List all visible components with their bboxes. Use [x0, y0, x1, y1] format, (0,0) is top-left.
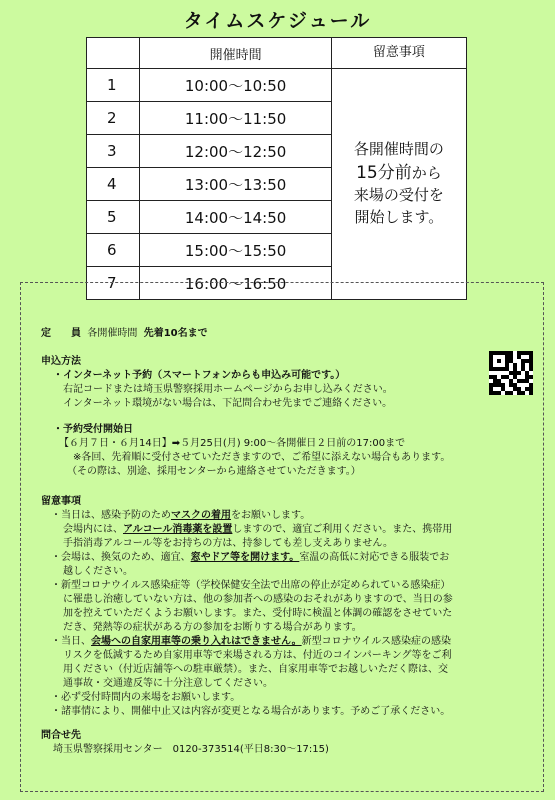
notes-text: ・諸事情により、開催中止又は内容が変更となる場合があります。予めご了承ください。	[51, 706, 451, 717]
header-notes: 留意事項	[331, 38, 466, 69]
info-box	[20, 282, 544, 792]
row-number: 4	[87, 168, 140, 201]
contact-text: 埼玉県警察採用センター 0120-373514(平日8:30〜17:15)	[53, 744, 329, 755]
notes-text: 手指消毒アルコール等をお持ちの方は、持参しても差し支えありません。	[63, 538, 393, 549]
notes-text: 新型コロナウイルス感染症の感染	[301, 636, 452, 647]
notes-text: ・当日は、感染予防のため	[51, 510, 171, 521]
header-time: 開催時間	[140, 38, 331, 69]
notes-text: に罹患し治癒していない方は、他の参加者への感染のおそれがありますので、当日の参	[63, 594, 453, 605]
apply-internet: ・インターネット予約（スマートフォンからも申込み可能です。）	[53, 370, 346, 381]
notes-text: 越しください。	[63, 566, 133, 577]
contact-heading: 問合せ先	[41, 730, 81, 741]
row-number: 3	[87, 135, 140, 168]
notes-emphasis: アルコール消毒薬を設置	[123, 524, 233, 535]
apply-start-line: 【６月７日・６月14日】➡５月25日(月) 9:00〜各開催日２日前の17:00まで	[59, 438, 406, 449]
notes-text: ・当日、	[51, 636, 91, 647]
row-number: 5	[87, 201, 140, 234]
notes-text: 会場内には、	[63, 524, 123, 535]
notes-paragraph	[41, 523, 536, 537]
notes-paragraph	[41, 635, 536, 649]
table-header-row	[87, 38, 467, 69]
schedule-note	[331, 69, 466, 300]
row-time: 11:00〜11:50	[140, 102, 331, 135]
notes-emphasis: マスクの着用	[171, 510, 231, 521]
capacity-label: 定 員	[41, 328, 81, 339]
notes-emphasis: 窓やドア等を開けます。	[190, 552, 300, 563]
apply-heading: 申込方法	[41, 356, 81, 367]
note-line-1: 各開催時間の	[353, 140, 444, 159]
notes-text: ・必ず受付時間内の来場をお願いします。	[51, 692, 241, 703]
capacity-limit: 先着10名まで	[143, 328, 208, 339]
row-time: 16:00〜16:50	[140, 267, 331, 300]
notes-paragraph	[41, 551, 536, 565]
notes-text: 加を控えていただくようお願いします。また、受付時に検温と体調の確認をさせていた	[63, 608, 453, 619]
note-highlight: 15分前	[356, 162, 412, 183]
row-time: 14:00〜14:50	[140, 201, 331, 234]
notes-heading: 留意事項	[41, 496, 81, 507]
notes-text: 用ください（付近店舗等への駐車厳禁）。また、自家用車等でお越しいただく際は、交	[63, 664, 448, 675]
table-row	[87, 69, 467, 102]
qr-code-icon[interactable]	[489, 351, 533, 395]
notes-text: リスクを低減するため自家用車等で来場される方は、付近のコインパーキング等をご利	[63, 650, 452, 661]
notes-text: ・会場は、換気のため、適宜、	[51, 552, 191, 563]
contact-section	[41, 729, 329, 757]
row-time: 10:00〜10:50	[140, 69, 331, 102]
apply-line-1: 右記コードまたは埼玉県警察採用ホームページからお申し込みください。	[63, 384, 393, 395]
apply-line-2: インターネット環境がない場合は、下記問合わせ先までご連絡ください。	[63, 398, 393, 409]
note-line-2: から	[411, 163, 442, 182]
note-line-4: 開始します。	[354, 208, 444, 227]
page-title: タイムスケジュール	[183, 10, 372, 32]
notes-text: 室温の高低に対応できる服装でお	[299, 552, 450, 563]
schedule-table	[86, 37, 467, 300]
notes-text: をお願いします。	[231, 510, 311, 521]
row-number: 7	[87, 267, 140, 300]
apply-note-2: （その際は、別途、採用センターから連絡させていただきます。）	[67, 466, 361, 477]
note-line-3: 来場の受付を	[353, 186, 444, 205]
row-number: 1	[87, 69, 140, 102]
apply-section	[41, 355, 481, 479]
row-number: 6	[87, 234, 140, 267]
notes-text: だき、発熱等の症状がある方の参加をお断りする場合があります。	[63, 622, 362, 633]
notes-text: 通事故・交通違反等に十分注意してください。	[63, 678, 273, 689]
row-time: 13:00〜13:50	[140, 168, 331, 201]
capacity-line	[41, 327, 208, 341]
row-time: 15:00〜15:50	[140, 234, 331, 267]
notes-text: ・新型コロナウイルス感染症等（学校保健安全法で出席の停止が定められている感染症）	[51, 580, 451, 591]
apply-start-heading: ・予約受付開始日	[53, 424, 133, 435]
capacity-text: 各開催時間	[87, 328, 138, 339]
header-number	[87, 38, 140, 69]
apply-note-1: ※各回、先着順に受付させていただきますので、ご希望に添えない場合もあります。	[73, 452, 451, 463]
row-number: 2	[87, 102, 140, 135]
notes-section	[41, 495, 536, 719]
row-time: 12:00〜12:50	[140, 135, 331, 168]
notes-paragraph	[41, 509, 536, 523]
notes-text: しますので、適宜ご利用ください。また、携帯用	[232, 524, 453, 535]
notes-emphasis: 会場への自家用車等の乗り入れはできません。	[91, 636, 302, 647]
